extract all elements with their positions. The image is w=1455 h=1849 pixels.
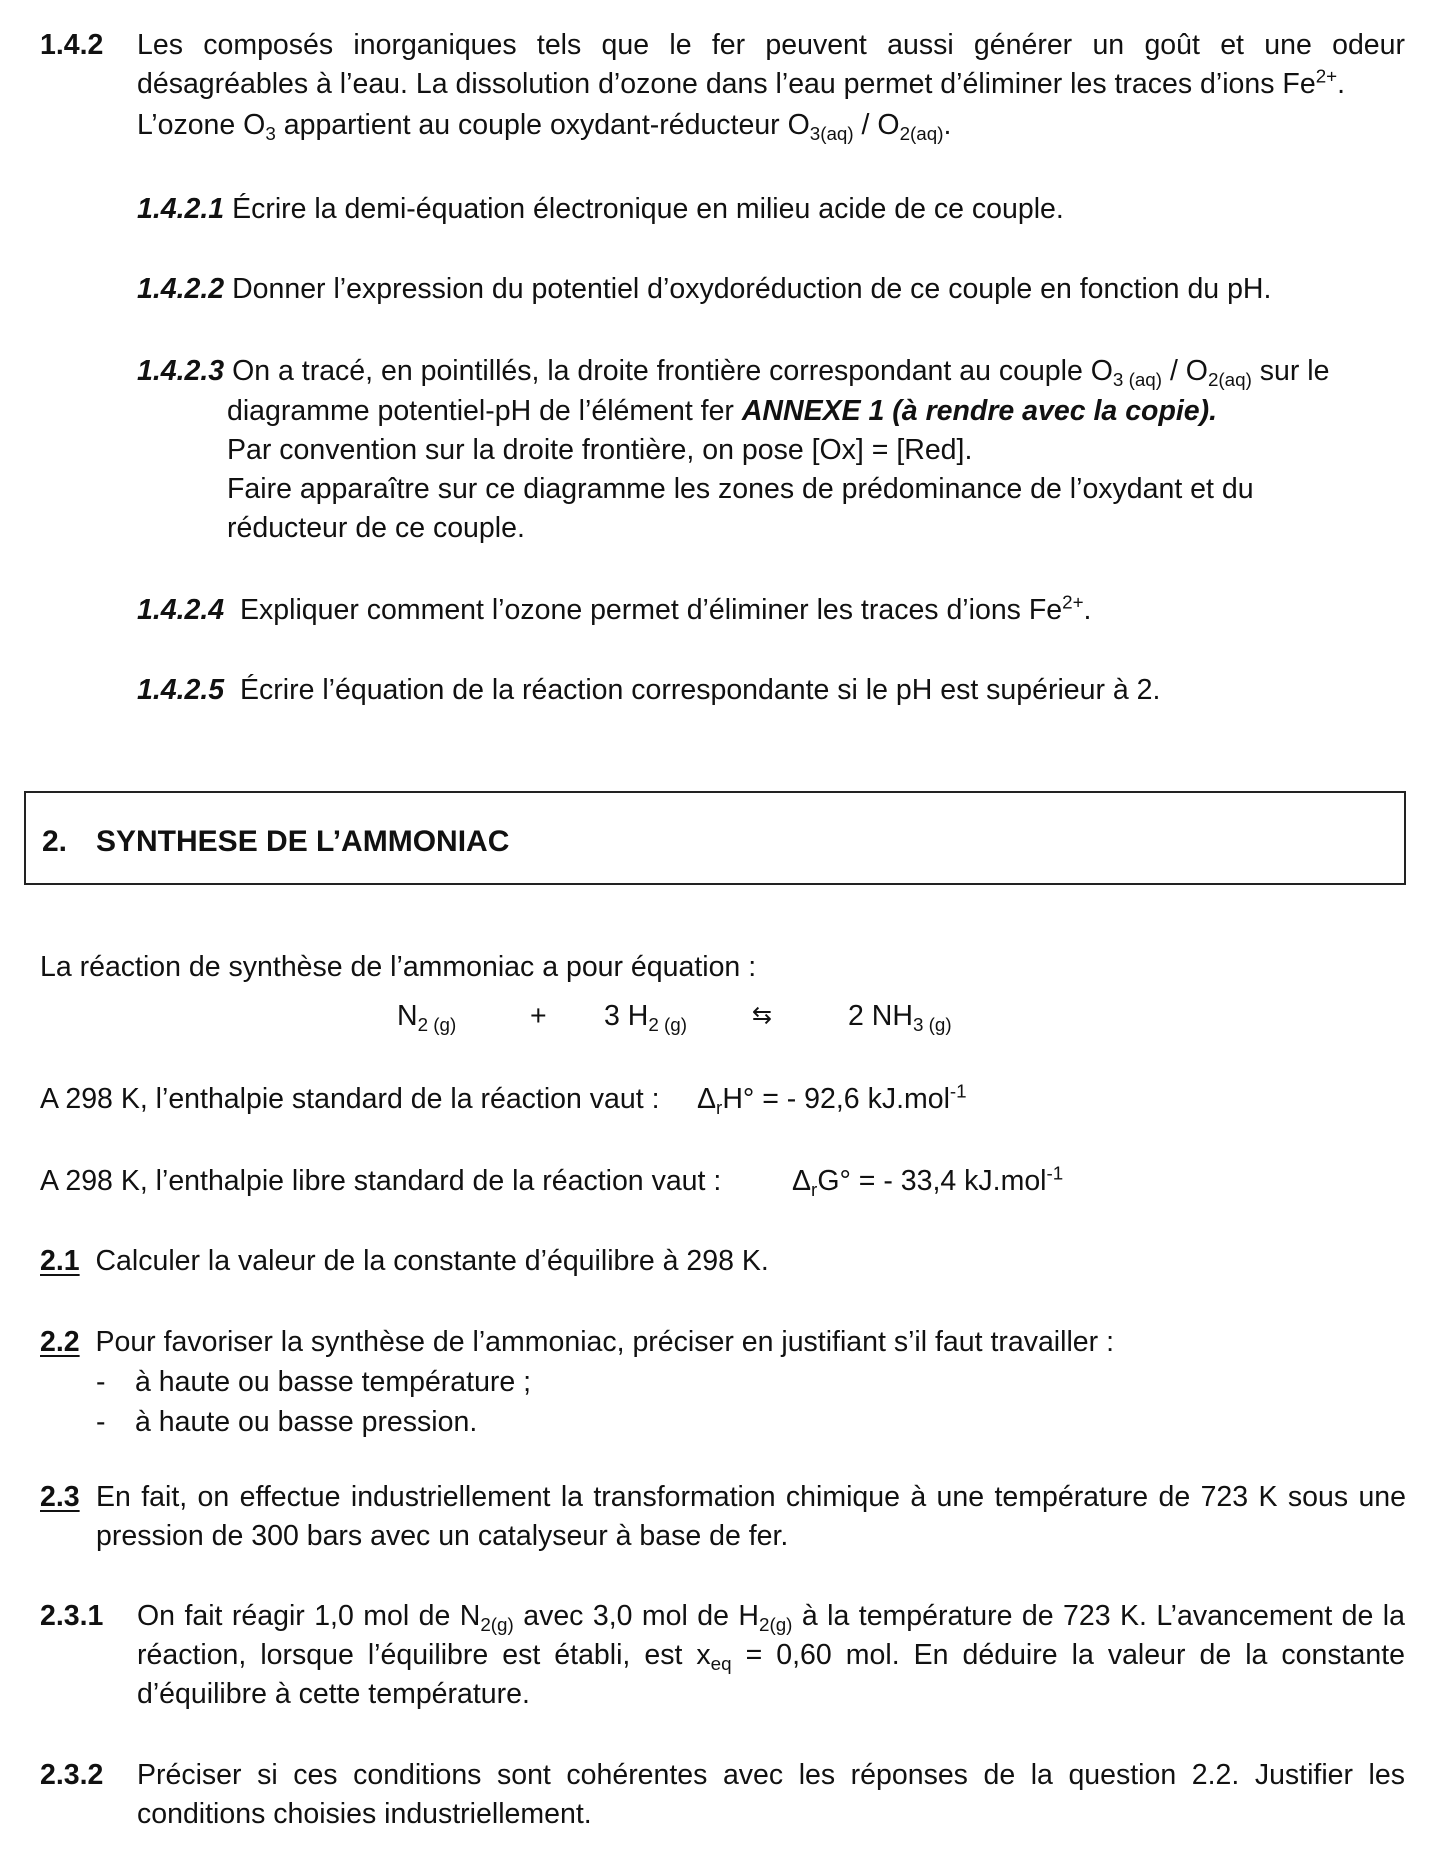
question-number-1-4-2-4: 1.4.2.4 bbox=[137, 594, 225, 626]
q231-c: à la température de 723 K. L’avancement de la réaction, lorsque l’équilibre est établi, est x bbox=[137, 1600, 1405, 1672]
reaction-intro: La réaction de synthèse de l’ammoniac a pour équation : bbox=[40, 951, 757, 983]
q142-line2-c: / O bbox=[853, 109, 900, 141]
question-1-4-2-4 bbox=[137, 591, 1091, 630]
question-1-4-2-ozone-line bbox=[137, 106, 951, 145]
question-2-3-2-text: Préciser si ces conditions sont cohérentes avec les réponses de la question 2.2. Justifier les conditions choisies industriellement. bbox=[137, 1759, 1405, 1831]
q142-line2-sub3: 2(aq) bbox=[899, 123, 944, 145]
bullet-item bbox=[96, 1403, 106, 1442]
q142-line2-sub1: 3 bbox=[265, 123, 276, 145]
free-enthalpy-exp: -1 bbox=[1046, 1162, 1064, 1184]
delta-r-sub: r bbox=[716, 1097, 723, 1119]
question-2-2-text: Pour favoriser la synthèse de l’ammoniac, préciser en justifiant s’il faut travailler : bbox=[95, 1326, 1114, 1358]
eq-h2-symbol: 3 H bbox=[604, 1000, 649, 1032]
q231-b: avec 3,0 mol de H bbox=[513, 1600, 759, 1632]
eq-h2-sub: 2 (g) bbox=[648, 1014, 688, 1036]
q142-line2-sub2: 3(aq) bbox=[809, 123, 854, 145]
q1423-sub1: 3 (aq) bbox=[1112, 369, 1163, 391]
annexe-reference: ANNEXE 1 (à rendre avec la copie). bbox=[741, 395, 1218, 427]
q142-line2-a: L’ozone O bbox=[137, 109, 266, 141]
question-number-1-4-2-2: 1.4.2.2 bbox=[137, 273, 225, 305]
section-number: 2. bbox=[42, 825, 68, 858]
delta-symbol: Δ bbox=[792, 1165, 812, 1197]
eq-n2-sub: 2 (g) bbox=[417, 1014, 457, 1036]
enthalpy-statement: A 298 K, l’enthalpie standard de la réaction vaut : bbox=[40, 1083, 660, 1115]
question-2-1-text: Calculer la valeur de la constante d’équilibre à 298 K. bbox=[95, 1245, 769, 1277]
eq-nh3-symbol: 2 NH bbox=[848, 1000, 913, 1032]
enthalpy-val: H° = - 92,6 kJ.mol bbox=[722, 1083, 950, 1115]
q231-sub2: 2(g) bbox=[759, 1614, 793, 1636]
eq-nh3-sub: 3 (g) bbox=[912, 1014, 952, 1036]
question-1-4-2-4-text: Expliquer comment l’ozone permet d’éliminer les traces d’ions Fe bbox=[240, 594, 1063, 626]
question-1-4-2-1-text: Écrire la demi-équation électronique en milieu acide de ce couple. bbox=[232, 193, 1064, 225]
section-header-box bbox=[24, 791, 1406, 885]
question-2-3-text: En fait, on effectue industriellement la transformation chimique à une température de 723 K sous une pression de 300 bars avec un catalyseur à base de fer. bbox=[96, 1481, 1406, 1553]
q1423-instruction: Faire apparaître sur ce diagramme les zones de prédominance de l’oxydant et du réducteur de ce couple. bbox=[227, 473, 1254, 545]
question-2-3-number-wrap bbox=[40, 1478, 80, 1517]
bullet-item-text: à haute ou basse pression. bbox=[135, 1406, 478, 1438]
question-2-2 bbox=[40, 1323, 1114, 1362]
equation-h2 bbox=[604, 997, 687, 1036]
question-1-4-2-text bbox=[137, 26, 1405, 104]
question-1-4-2-3-body bbox=[227, 392, 1387, 548]
q1423-c: sur le bbox=[1251, 355, 1330, 387]
bullet-item-text: à haute ou basse température ; bbox=[135, 1366, 532, 1398]
q231-sub3: eq bbox=[710, 1653, 732, 1675]
delta-symbol: Δ bbox=[697, 1083, 717, 1115]
q142-line2-d: . bbox=[943, 109, 952, 141]
q1423-a: On a tracé, en pointillés, la droite frontière correspondant au couple O bbox=[232, 355, 1113, 387]
enthalpy-value bbox=[697, 1080, 967, 1119]
q231-sub1: 2(g) bbox=[480, 1614, 514, 1636]
question-number-2-1: 2.1 bbox=[40, 1245, 80, 1277]
q1423-b: / O bbox=[1162, 355, 1208, 387]
question-2-1 bbox=[40, 1242, 769, 1281]
enthalpy-exp: -1 bbox=[949, 1080, 967, 1102]
question-number-2-3-2: 2.3.2 bbox=[40, 1759, 104, 1791]
q142-line1: Les composés inorganiques tels que le fer peuvent aussi générer un goût et une odeur désagréables à l’eau. La dissolution d’ozone dans l’eau permet d’éliminer les traces d’ions Fe bbox=[137, 29, 1405, 101]
free-enthalpy-statement: A 298 K, l’enthalpie libre standard de la réaction vaut : bbox=[40, 1165, 722, 1197]
question-1-4-2-1 bbox=[137, 190, 1064, 229]
q231-d: = 0,60 mol. En déduire la valeur de la constante d’équilibre à cette température. bbox=[137, 1639, 1405, 1711]
question-number-1-4-2-5: 1.4.2.5 bbox=[137, 674, 225, 706]
q1424-end: . bbox=[1083, 594, 1092, 626]
q142-line2-b: appartient au couple oxydant-réducteur O bbox=[275, 109, 810, 141]
question-number-1-4-2-3: 1.4.2.3 bbox=[137, 355, 225, 387]
equation-n2 bbox=[397, 997, 456, 1036]
question-1-4-2-5-text: Écrire l’équation de la réaction correspondante si le pH est supérieur à 2. bbox=[240, 674, 1161, 706]
question-1-4-2-2 bbox=[137, 270, 1271, 309]
eq-n2-symbol: N bbox=[397, 1000, 418, 1032]
question-number-2-2: 2.2 bbox=[40, 1326, 80, 1358]
equation-nh3 bbox=[848, 997, 952, 1036]
free-enthalpy-val: G° = - 33,4 kJ.mol bbox=[817, 1165, 1047, 1197]
delta-r-sub: r bbox=[811, 1179, 818, 1201]
q1423-diagram-line bbox=[227, 392, 1387, 431]
equilibrium-arrow-icon: ⇆ bbox=[752, 1002, 773, 1029]
question-1-4-2-2-text: Donner l’expression du potentiel d’oxydoréduction de ce couple en fonction du pH. bbox=[232, 273, 1272, 305]
question-2-3-1-text bbox=[137, 1597, 1405, 1714]
q1423-sub2: 2(aq) bbox=[1207, 369, 1252, 391]
q231-a: On fait réagir 1,0 mol de N bbox=[137, 1600, 481, 1632]
question-1-4-2-3-first-line bbox=[137, 352, 1329, 391]
question-number-2-3-1: 2.3.1 bbox=[40, 1600, 104, 1632]
question-1-4-2-5 bbox=[137, 671, 1160, 710]
free-enthalpy-value bbox=[792, 1162, 1063, 1201]
question-number-1-4-2-1: 1.4.2.1 bbox=[137, 193, 225, 225]
bullet-item bbox=[96, 1363, 106, 1402]
equation-plus: + bbox=[530, 1000, 547, 1032]
section-title: SYNTHESE DE L’AMMONIAC bbox=[96, 825, 510, 858]
bullet-dash: - bbox=[96, 1406, 106, 1438]
q1423-d: diagramme potentiel-pH de l’élément fer bbox=[227, 395, 742, 427]
q142-line1-sup: 2+ bbox=[1315, 65, 1338, 87]
bullet-dash: - bbox=[96, 1366, 106, 1398]
q1424-sup: 2+ bbox=[1062, 591, 1084, 613]
question-number-1-4-2: 1.4.2 bbox=[40, 29, 104, 61]
q142-line1-end: . bbox=[1337, 68, 1346, 101]
q1423-convention: Par convention sur la droite frontière, on pose [Ox] = [Red]. bbox=[227, 434, 973, 467]
question-number-2-3: 2.3 bbox=[40, 1481, 80, 1513]
